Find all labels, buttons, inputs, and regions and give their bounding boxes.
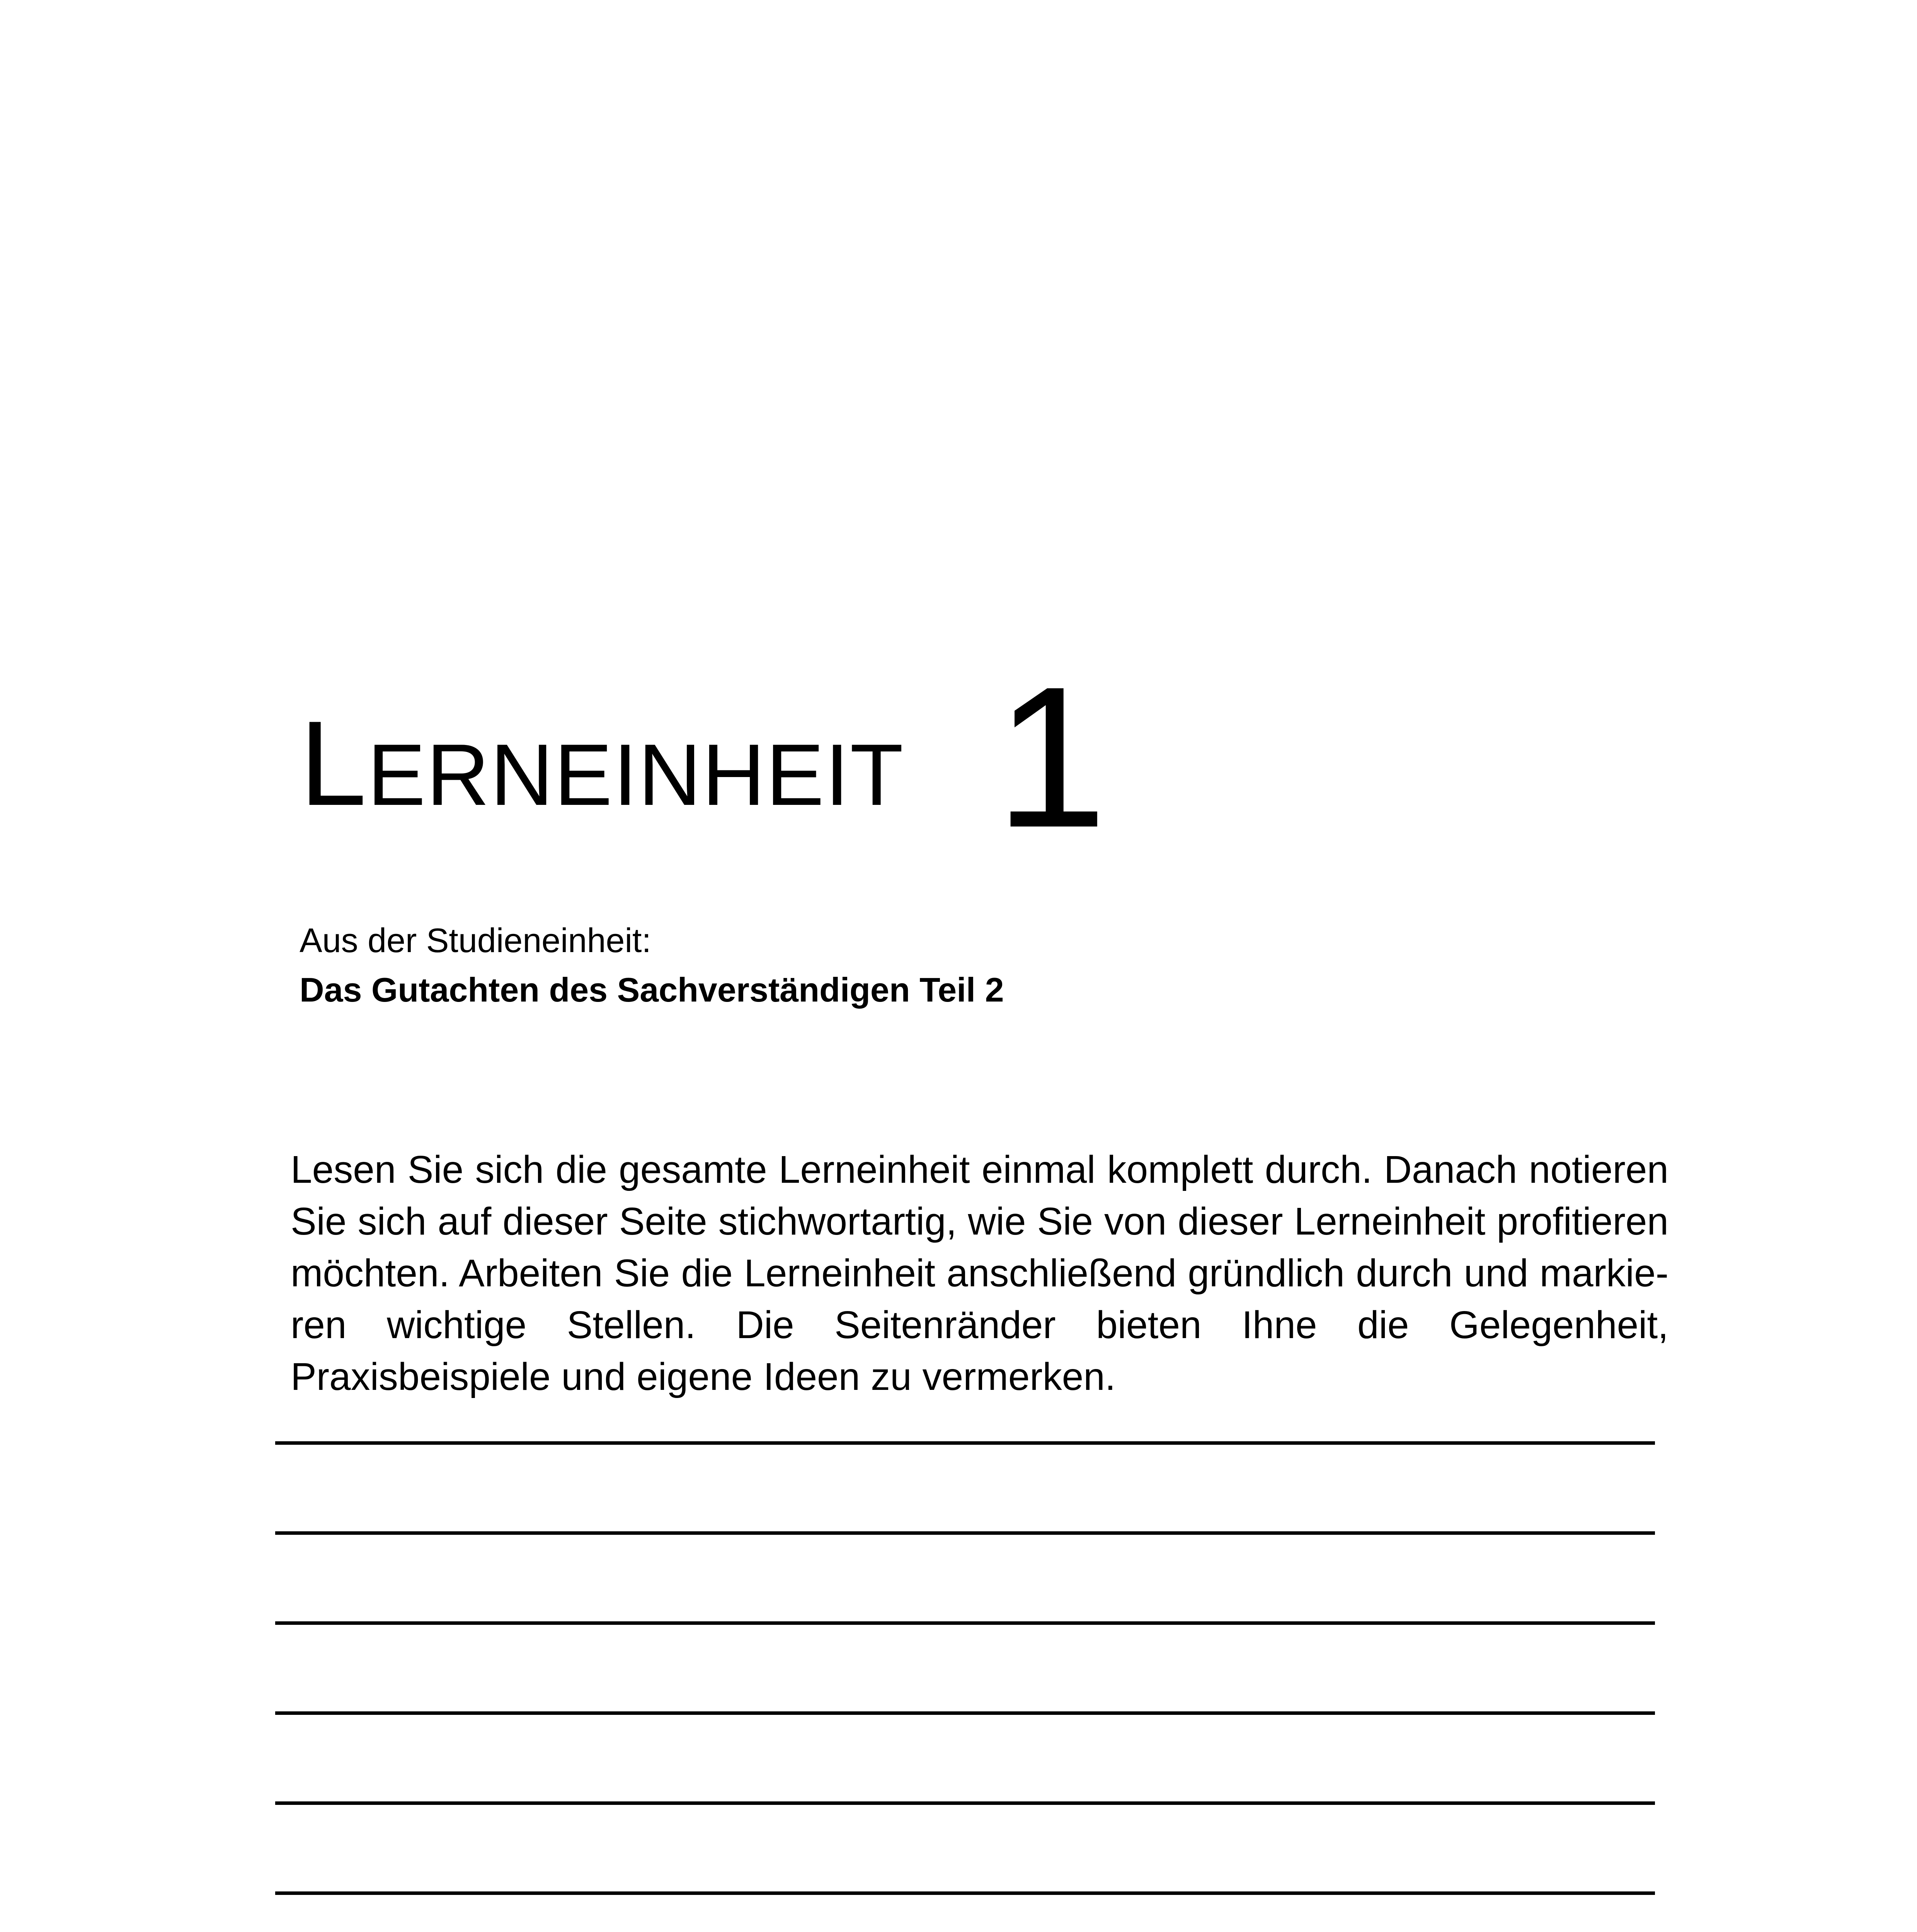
notes-write-line	[275, 1891, 1655, 1895]
study-unit-title: Das Gutachten des Sachverständigen Teil 2	[300, 971, 1004, 1009]
notes-write-line	[275, 1801, 1655, 1805]
notes-write-line	[275, 1711, 1655, 1715]
notes-write-line	[275, 1531, 1655, 1535]
instruction-paragraph: Lesen Sie sich die gesamte Lerneinheit einmal komplett durch. Danach notieren Sie sich auf dieser Seite stichwortartig, wie Sie von dieser Lerneinheit profitieren möchten. Arbeiten Sie die Lerneinheit anschließend gründlich durch und markie-ren wichtige Stellen. Die Seitenränder bieten Ihne die Gelegenheit, Praxisbeispiele und eigene Ideen zu vermerken.	[291, 1148, 1668, 1398]
notes-write-line	[275, 1441, 1655, 1445]
notes-write-line	[275, 1621, 1655, 1625]
title-initial: L	[300, 696, 368, 831]
notes-lines	[275, 0, 1655, 1932]
title-rest: ERNEINHEIT	[367, 726, 904, 823]
unit-number: 1	[995, 645, 1107, 869]
source-label: Aus der Studieneinheit:	[300, 921, 651, 959]
